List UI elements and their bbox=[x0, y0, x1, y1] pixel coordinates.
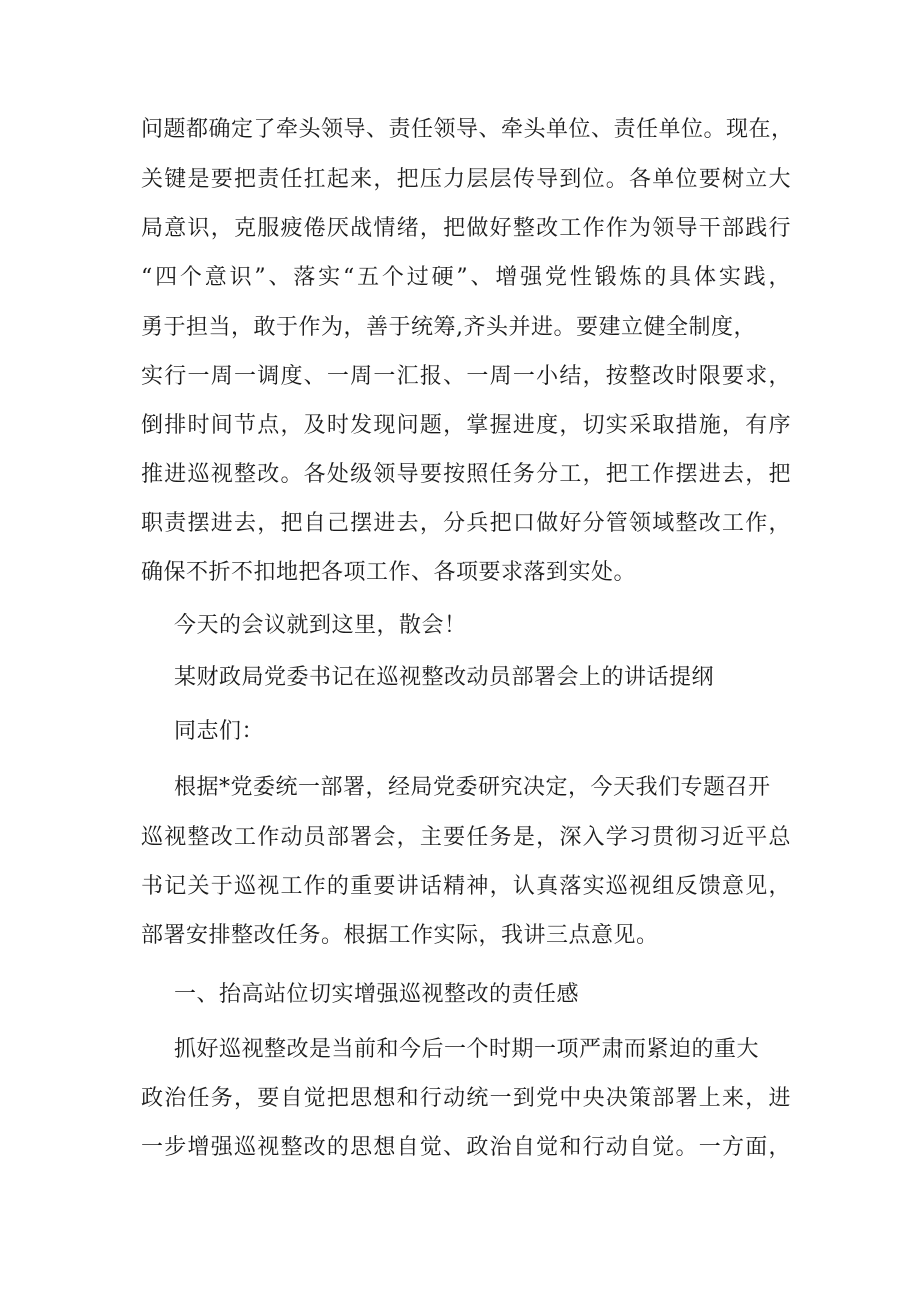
para1-line-7: 倒排时间节点，及时发现问题，掌握进度，切实采取措施，有序 bbox=[141, 413, 791, 438]
para1-line-9: 职责摆进去，把自己摆进去，分兵把口做好分管领域整改工作， bbox=[141, 511, 791, 536]
para1-line-6: 实行一周一调度、一周一汇报、一周一小结，按整改时限要求， bbox=[141, 364, 791, 389]
para1-line-3: 局意识，克服疲倦厌战情绪，把做好整改工作作为领导干部践行 bbox=[141, 216, 791, 241]
para1-line-10: 确保不折不扣地把各项工作、各项要求落到实处。 bbox=[141, 560, 637, 585]
closing-line: 今天的会议就到这里，散会！ bbox=[174, 613, 467, 638]
para1-line-4: “四个意识”、落实“五个过硬”、增强党性锻炼的具体实践， bbox=[141, 265, 791, 290]
para1-line-5: 勇于担当，敢于作为，善于统筹,齐头并进。要建立健全制度， bbox=[141, 315, 756, 340]
para2-line-3: 书记关于巡视工作的重要讲话精神，认真落实巡视组反馈意见， bbox=[141, 874, 791, 899]
para1-line-1: 问题都确定了牵头领导、责任领导、牵头单位、责任单位。现在， bbox=[141, 117, 794, 142]
para3-line-2: 政治任务，要自觉把思想和行动统一到党中央决策部署上来，进 bbox=[141, 1086, 791, 1111]
para1-line-8: 推进巡视整改。各处级领导要按照任务分工，把工作摆进去，把 bbox=[141, 462, 791, 487]
para3-line-3: 一步增强巡视整改的思想自觉、政治自觉和行动自觉。一方面， bbox=[141, 1135, 791, 1160]
para3-line-1: 抓好巡视整改是当前和今后一个时期一项严肃而紧迫的重大 bbox=[174, 1037, 760, 1062]
section-heading-1: 一、抬高站位切实增强巡视整改的责任感 bbox=[174, 982, 580, 1007]
salutation: 同志们： bbox=[174, 719, 265, 744]
para1-line-2: 关键是要把责任扛起来，把压力层层传导到位。各单位要树立大 bbox=[141, 167, 791, 192]
speech-title: 某财政局党委书记在巡视整改动员部署会上的讲话提纲 bbox=[174, 665, 715, 690]
para2-line-1: 根据*党委统一部署，经局党委研究决定，今天我们专题召开 bbox=[174, 775, 771, 800]
para2-line-2: 巡视整改工作动员部署会，主要任务是，深入学习贯彻习近平总 bbox=[141, 825, 791, 850]
para2-line-4: 部署安排整改任务。根据工作实际，我讲三点意见。 bbox=[141, 923, 659, 948]
